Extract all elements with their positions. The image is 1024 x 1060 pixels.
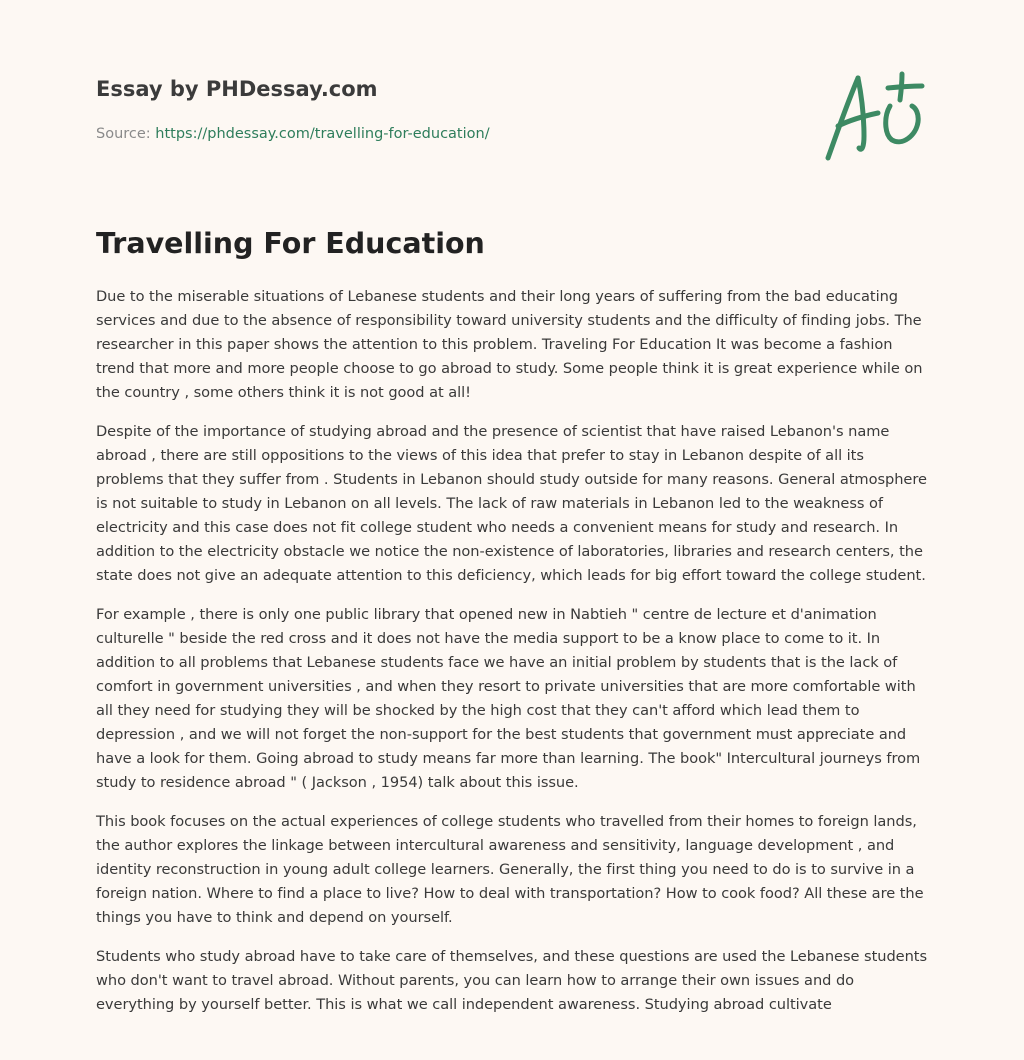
paragraph: This book focuses on the actual experiences of college students who travelled from their homes to foreign lands, the author explores the linkage between intercultural awareness and sensitivity, language development , and identity reconstruction in young adult college learners. Generally, the first thing you need to do is to survive in a foreign nation. Where to find a place to live? How to deal with transportation? How to cook food? All these are the things you have to think and depend on yourself. <box>96 813 924 926</box>
source-line <box>96 124 736 144</box>
site-brand: Essay by PHDessay.com <box>96 77 378 101</box>
paragraph: Students who study abroad have to take care of themselves, and these questions are used the Lebanese students who don't want to travel abroad. Without parents, you can learn how to arrange their own issues and do everything by yourself better. This is what we call independent awareness. Studying abroad cultivate <box>96 948 928 1013</box>
a-plus-logo-icon <box>818 66 930 166</box>
paragraph: Despite of the importance of studying abroad and the presence of scientist that have raised Lebanon's name abroad , there are still oppositions to the views of this idea that prefer to stay in Lebanon despite of all its problems that they suffer from . Students in Lebanon should study outside for many reasons. General atmosphere is not suitable to study in Lebanon on all levels. The lack of raw materials in Lebanon led to the weakness of electricity and this case does not fit college student who needs a convenient means for study and research. In addition to the electricity obstacle we notice the non-existence of laboratories, libraries and research centers, the state does not give an adequate attention to this deficiency, which leads for big effort toward the college student. <box>96 423 927 584</box>
essay-title: Travelling For Education <box>96 227 485 260</box>
source-link[interactable]: https://phdessay.com/travelling-for-education/ <box>155 126 490 142</box>
paragraph: Due to the miserable situations of Lebanese students and their long years of suffering from the bad educating services and due to the absence of responsibility toward university students and the difficulty of finding jobs. The researcher in this paper shows the attention to this problem. Traveling For Education It was become a fashion trend that more and more people choose to go abroad to study. Some people think it is great experience while on the country , some others think it is not good at all! <box>96 288 923 401</box>
page-header <box>96 74 736 144</box>
essay-body <box>96 285 932 1032</box>
paragraph: For example , there is only one public library that opened new in Nabtieh " centre de lecture et d'animation culturelle " beside the red cross and it does not have the media support to be a know place to come to it. In addition to all problems that Lebanese students face we have an initial problem by students that is the lack of comfort in government universities , and when they resort to private universities that are more comfortable with all they need for studying they will be shocked by the high cost that they can't afford which lead them to depression , and we will not forget the non-support for the best students that government must appreciate and have a look for them. Going abroad to study means far more than learning. The book" Intercultural journeys from study to residence abroad " ( Jackson , 1954) talk about this issue. <box>96 606 921 791</box>
source-label: Source: <box>96 126 151 142</box>
